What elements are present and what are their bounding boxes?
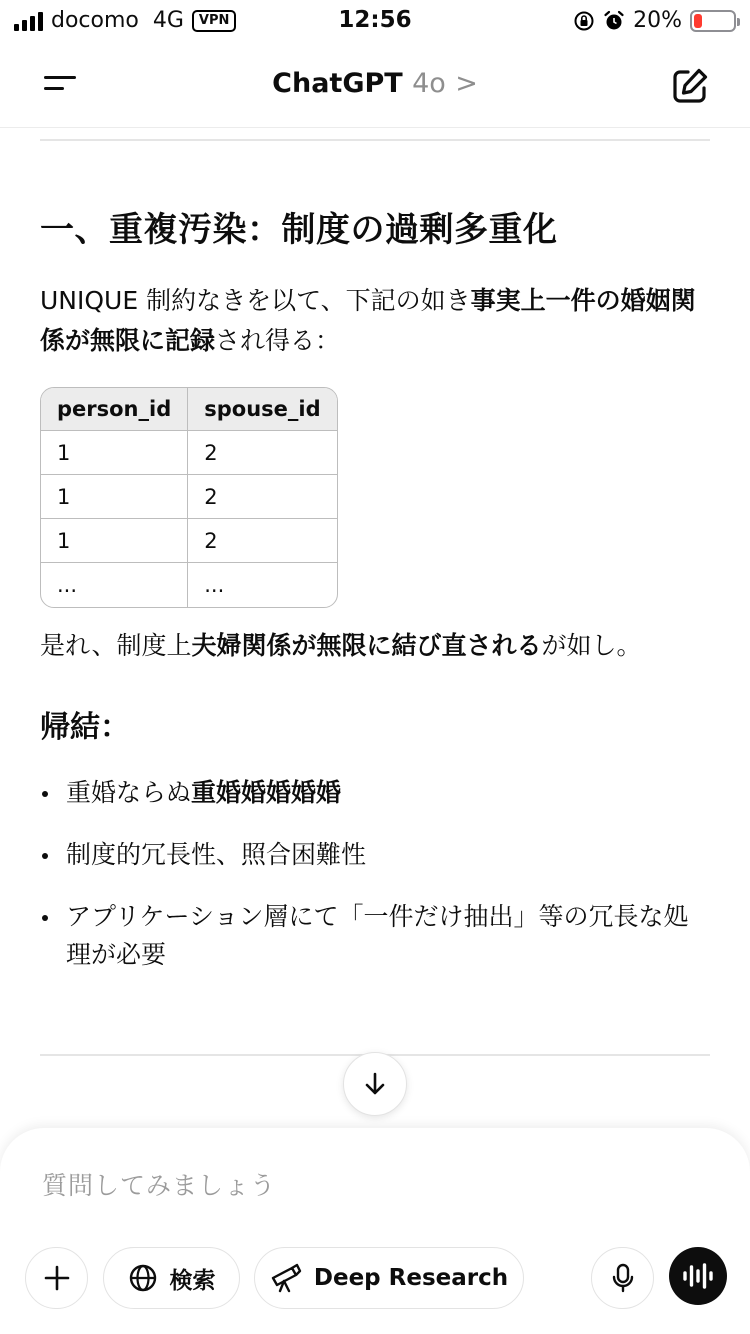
table-cell: 2	[188, 431, 336, 475]
model-name: 4o	[412, 68, 446, 99]
data-table	[40, 387, 338, 608]
battery-level-fill	[694, 14, 702, 28]
paragraph-2: 是れ、制度上夫婦関係が無限に結び直されるが如し。	[40, 631, 642, 660]
table-cell: ...	[41, 563, 188, 607]
message-input[interactable]: 質問してみましょう	[42, 1171, 277, 1200]
chevron-right-icon: >	[455, 68, 478, 99]
table-cell: 1	[41, 431, 188, 475]
vpn-badge: VPN	[192, 10, 236, 32]
result-list	[40, 774, 710, 974]
status-right	[573, 8, 736, 33]
voice-mode-button[interactable]	[669, 1247, 727, 1305]
battery-icon	[690, 10, 736, 32]
table-cell: 1	[41, 475, 188, 519]
table-row	[41, 431, 337, 475]
rotation-lock-icon	[573, 10, 595, 32]
table-row	[41, 563, 337, 607]
deep-research-label: Deep Research	[313, 1265, 509, 1291]
search-button[interactable]	[103, 1247, 240, 1309]
globe-icon	[128, 1263, 158, 1293]
alarm-icon	[603, 10, 625, 32]
search-label: 検索	[169, 1267, 216, 1294]
plus-icon	[44, 1265, 70, 1291]
table-row	[41, 519, 337, 563]
carrier-label: docomo	[51, 8, 139, 33]
list-item: 制度的冗長性、照合困難性	[40, 836, 710, 874]
arrow-down-icon	[362, 1071, 388, 1097]
network-label: 4G	[152, 8, 184, 33]
table-cell: 2	[188, 475, 336, 519]
column-header: person_id	[41, 388, 188, 431]
microphone-icon	[611, 1263, 635, 1293]
section-heading: 一、重複汚染：制度の過剰多重化	[40, 210, 558, 250]
scroll-to-bottom-button[interactable]	[343, 1052, 407, 1116]
result-heading: 帰結：	[40, 710, 130, 745]
table-header-row	[41, 388, 337, 431]
table-cell: ...	[204, 573, 225, 597]
deep-research-button[interactable]	[254, 1247, 524, 1309]
list-item: アプリケーション層にて「一件だけ抽出」等の冗長な処理が必要	[40, 898, 710, 974]
status-time: 12:56	[338, 7, 412, 33]
table-cell: 1	[41, 519, 188, 563]
waveform-icon	[681, 1262, 715, 1290]
column-header: spouse_id	[188, 388, 336, 431]
app-title: ChatGPT	[272, 68, 403, 99]
list-item: 重婚ならぬ重婚婚婚婚婚	[40, 774, 710, 812]
status-bar	[0, 0, 750, 44]
telescope-icon	[270, 1263, 302, 1293]
dictation-button[interactable]	[591, 1247, 654, 1309]
add-attachment-button[interactable]	[25, 1247, 88, 1309]
battery-percent: 20%	[633, 8, 682, 33]
paragraph-1: UNIQUE 制約なきを以て、下記の如き事実上一件の婚姻関係が無限に記録され得る：	[40, 286, 696, 355]
table-row	[41, 475, 337, 519]
new-chat-icon[interactable]	[668, 64, 712, 108]
app-header	[0, 44, 750, 128]
assistant-message	[40, 128, 710, 998]
composer	[0, 1128, 750, 1334]
divider	[40, 139, 710, 141]
table-cell: 2	[188, 519, 336, 563]
model-selector[interactable]	[0, 68, 750, 99]
